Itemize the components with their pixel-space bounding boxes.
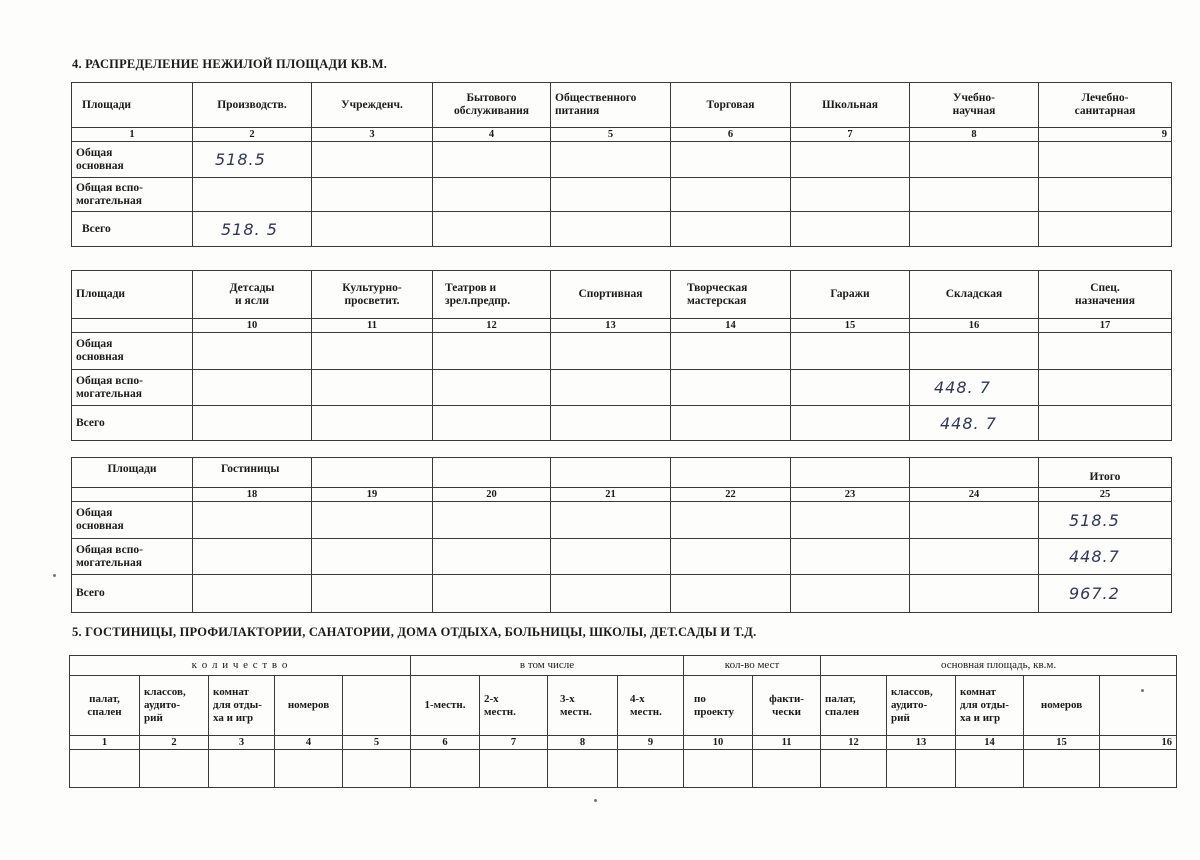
table-cell: [791, 178, 910, 212]
table-cell: [433, 178, 551, 212]
header-cell: Площади: [72, 458, 193, 488]
header-cell: Производств.: [193, 83, 312, 128]
header-cell: Культурно- просветит.: [312, 271, 433, 319]
header-cell: 4-х местн.: [618, 676, 684, 736]
table-cell: [671, 539, 791, 575]
column-number: 19: [312, 488, 433, 502]
header-cell: [343, 676, 411, 736]
table-cell: [193, 333, 312, 370]
header-cell: Бытового обслуживания: [433, 83, 551, 128]
column-number: 7: [791, 128, 910, 142]
row-label: Общая основная: [72, 142, 193, 178]
row-label: Всего: [72, 575, 193, 613]
header-cell: [1100, 676, 1177, 736]
header-cell: [433, 458, 551, 488]
table-cell: [671, 502, 791, 539]
table-cell: [551, 406, 671, 441]
group-header: основная площадь, кв.м.: [821, 656, 1177, 676]
table-cell: [671, 178, 791, 212]
table-cell: [671, 575, 791, 613]
column-number: 7: [480, 736, 548, 750]
header-cell: палат, спален: [821, 676, 887, 736]
header-cell: [671, 458, 791, 488]
handwritten-value: 518.5: [1039, 502, 1172, 539]
header-cell: факти- чески: [753, 676, 821, 736]
column-number: 21: [551, 488, 671, 502]
table-cell: [1024, 750, 1100, 788]
table-cell: [433, 370, 551, 406]
header-cell: [791, 458, 910, 488]
header-cell: 3-х местн.: [548, 676, 618, 736]
handwritten-value: 518.5: [193, 142, 312, 178]
row-label: Всего: [72, 406, 193, 441]
table-cell: [671, 212, 791, 247]
column-number: 10: [684, 736, 753, 750]
table-cell: [671, 370, 791, 406]
table-cell: [551, 142, 671, 178]
table-cell: [70, 750, 140, 788]
header-cell: [551, 458, 671, 488]
column-number: 15: [1024, 736, 1100, 750]
nonresidential-area-table-3: [71, 457, 1172, 613]
handwritten-value: 448.7: [1039, 539, 1172, 575]
header-cell: Гаражи: [791, 271, 910, 319]
header-cell: Площади: [72, 271, 193, 319]
column-number: 6: [671, 128, 791, 142]
table-cell: [140, 750, 209, 788]
header-cell: классов, аудито- рий: [887, 676, 956, 736]
column-number: 1: [72, 128, 193, 142]
table-cell: [433, 212, 551, 247]
table-cell: [433, 539, 551, 575]
table-cell: [1039, 406, 1172, 441]
column-number: 12: [433, 319, 551, 333]
table-cell: [551, 178, 671, 212]
table-cell: [791, 575, 910, 613]
header-cell: Творческая мастерская: [671, 271, 791, 319]
table-cell: [193, 575, 312, 613]
table-cell: [910, 212, 1039, 247]
table-cell: [791, 370, 910, 406]
column-number: 4: [433, 128, 551, 142]
table-cell: [433, 333, 551, 370]
header-cell: [910, 458, 1039, 488]
table-cell: [753, 750, 821, 788]
table-cell: [551, 539, 671, 575]
group-header: кол-во мест: [684, 656, 821, 676]
table-cell: [209, 750, 275, 788]
table-cell: [548, 750, 618, 788]
table-cell: [1039, 333, 1172, 370]
header-cell: [312, 458, 433, 488]
table-cell: [193, 370, 312, 406]
handwritten-value: 518. 5: [193, 212, 312, 247]
table-cell: [312, 502, 433, 539]
table-cell: [684, 750, 753, 788]
column-number: 13: [551, 319, 671, 333]
row-label: Общая вспо- могательная: [72, 370, 193, 406]
column-number: 2: [193, 128, 312, 142]
handwritten-value: 448. 7: [910, 370, 1039, 406]
column-number: 9: [1039, 128, 1172, 142]
handwritten-value: 448. 7: [910, 406, 1039, 441]
row-label: Всего: [72, 212, 193, 247]
table-cell: [480, 750, 548, 788]
table-cell: [618, 750, 684, 788]
column-number: 3: [209, 736, 275, 750]
table-cell: [791, 502, 910, 539]
table-cell: [887, 750, 956, 788]
section-5-title: 5. ГОСТИНИЦЫ, ПРОФИЛАКТОРИИ, САНАТОРИИ, ДОМА ОТДЫХА, БОЛЬНИЦЫ, ШКОЛЫ, ДЕТ.САДЫ И Т.Д.: [72, 625, 757, 639]
header-cell: Школьная: [791, 83, 910, 128]
header-cell: 2-х местн.: [480, 676, 548, 736]
scan-speck: [53, 574, 56, 577]
group-header: к о л и ч е с т в о: [70, 656, 411, 676]
table-cell: [343, 750, 411, 788]
column-number: 18: [193, 488, 312, 502]
column-number: 13: [887, 736, 956, 750]
header-cell: Итого: [1039, 458, 1172, 488]
table-cell: [433, 142, 551, 178]
table-cell: [551, 575, 671, 613]
header-cell: Гостиницы: [193, 458, 312, 488]
header-cell: Спортивная: [551, 271, 671, 319]
row-label: Общая основная: [72, 502, 193, 539]
header-cell: номеров: [1024, 676, 1100, 736]
column-number: 11: [753, 736, 821, 750]
table-cell: [551, 370, 671, 406]
table-cell: [671, 142, 791, 178]
nonresidential-area-table-2: [71, 270, 1172, 441]
table-cell: [910, 575, 1039, 613]
header-cell: комнат для отды- ха и игр: [956, 676, 1024, 736]
column-number: 5: [551, 128, 671, 142]
column-number: 15: [791, 319, 910, 333]
table-cell: [312, 212, 433, 247]
column-number: 20: [433, 488, 551, 502]
table-cell: [910, 502, 1039, 539]
table-cell: [312, 333, 433, 370]
column-number: [72, 319, 193, 333]
table-cell: [1039, 142, 1172, 178]
column-number: 22: [671, 488, 791, 502]
table-cell: [433, 502, 551, 539]
section-4-title: 4. РАСПРЕДЕЛЕНИЕ НЕЖИЛОЙ ПЛОЩАДИ КВ.М.: [72, 57, 388, 71]
table-cell: [791, 406, 910, 441]
table-cell: [551, 333, 671, 370]
table-cell: [1039, 178, 1172, 212]
header-cell: Лечебно- санитарная: [1039, 83, 1172, 128]
column-number: 8: [548, 736, 618, 750]
table-cell: [312, 178, 433, 212]
table-cell: [312, 539, 433, 575]
table-cell: [791, 539, 910, 575]
row-label: Общая вспо- могательная: [72, 178, 193, 212]
column-number: 17: [1039, 319, 1172, 333]
table-cell: [275, 750, 343, 788]
header-cell: Учебно- научная: [910, 83, 1039, 128]
header-cell: Торговая: [671, 83, 791, 128]
column-number: 23: [791, 488, 910, 502]
column-number: 10: [193, 319, 312, 333]
column-number: 5: [343, 736, 411, 750]
table-cell: [791, 333, 910, 370]
scan-speck: [1141, 689, 1144, 692]
header-cell: номеров: [275, 676, 343, 736]
table-cell: [910, 539, 1039, 575]
table-cell: [193, 406, 312, 441]
table-cell: [910, 178, 1039, 212]
table-cell: [312, 406, 433, 441]
column-number: 11: [312, 319, 433, 333]
header-cell: 1-местн.: [411, 676, 480, 736]
table-cell: [956, 750, 1024, 788]
header-cell: по проекту: [684, 676, 753, 736]
header-cell: Учрежденч.: [312, 83, 433, 128]
table-cell: [910, 142, 1039, 178]
table-cell: [1039, 212, 1172, 247]
header-cell: Детсады и ясли: [193, 271, 312, 319]
table-cell: [193, 178, 312, 212]
table-cell: [551, 502, 671, 539]
column-number: 1: [70, 736, 140, 750]
table-cell: [791, 142, 910, 178]
table-cell: [671, 333, 791, 370]
row-label: Общая вспо- могательная: [72, 539, 193, 575]
table-cell: [910, 333, 1039, 370]
column-number: 4: [275, 736, 343, 750]
table-cell: [791, 212, 910, 247]
column-number: 24: [910, 488, 1039, 502]
table-cell: [193, 539, 312, 575]
header-cell: Театров и зрел.предпр.: [433, 271, 551, 319]
table-cell: [671, 406, 791, 441]
table-cell: [411, 750, 480, 788]
header-cell: классов, аудито- рий: [140, 676, 209, 736]
group-header: в том числе: [411, 656, 684, 676]
header-cell: палат, спален: [70, 676, 140, 736]
column-number: 3: [312, 128, 433, 142]
table-cell: [433, 406, 551, 441]
column-number: 14: [956, 736, 1024, 750]
column-number: [72, 488, 193, 502]
table-cell: [193, 502, 312, 539]
scan-speck: [594, 799, 597, 802]
column-number: 25: [1039, 488, 1172, 502]
table-cell: [312, 370, 433, 406]
table-cell: [821, 750, 887, 788]
table-cell: [551, 212, 671, 247]
table-cell: [312, 142, 433, 178]
table-cell: [1100, 750, 1177, 788]
column-number: 2: [140, 736, 209, 750]
column-number: 9: [618, 736, 684, 750]
column-number: 14: [671, 319, 791, 333]
nonresidential-area-table-1: [71, 82, 1172, 247]
table-cell: [1039, 370, 1172, 406]
header-cell: комнат для отды- ха и игр: [209, 676, 275, 736]
column-number: 6: [411, 736, 480, 750]
header-cell: Спец. назначения: [1039, 271, 1172, 319]
hotels-schools-table: [69, 655, 1177, 788]
row-label: Общая основная: [72, 333, 193, 370]
header-cell: Общественного питания: [551, 83, 671, 128]
table-cell: [312, 575, 433, 613]
handwritten-value: 967.2: [1039, 575, 1172, 613]
table-cell: [433, 575, 551, 613]
header-cell: Площади: [72, 83, 193, 128]
column-number: 8: [910, 128, 1039, 142]
column-number: 16: [910, 319, 1039, 333]
column-number: 16: [1100, 736, 1177, 750]
column-number: 12: [821, 736, 887, 750]
header-cell: Складская: [910, 271, 1039, 319]
